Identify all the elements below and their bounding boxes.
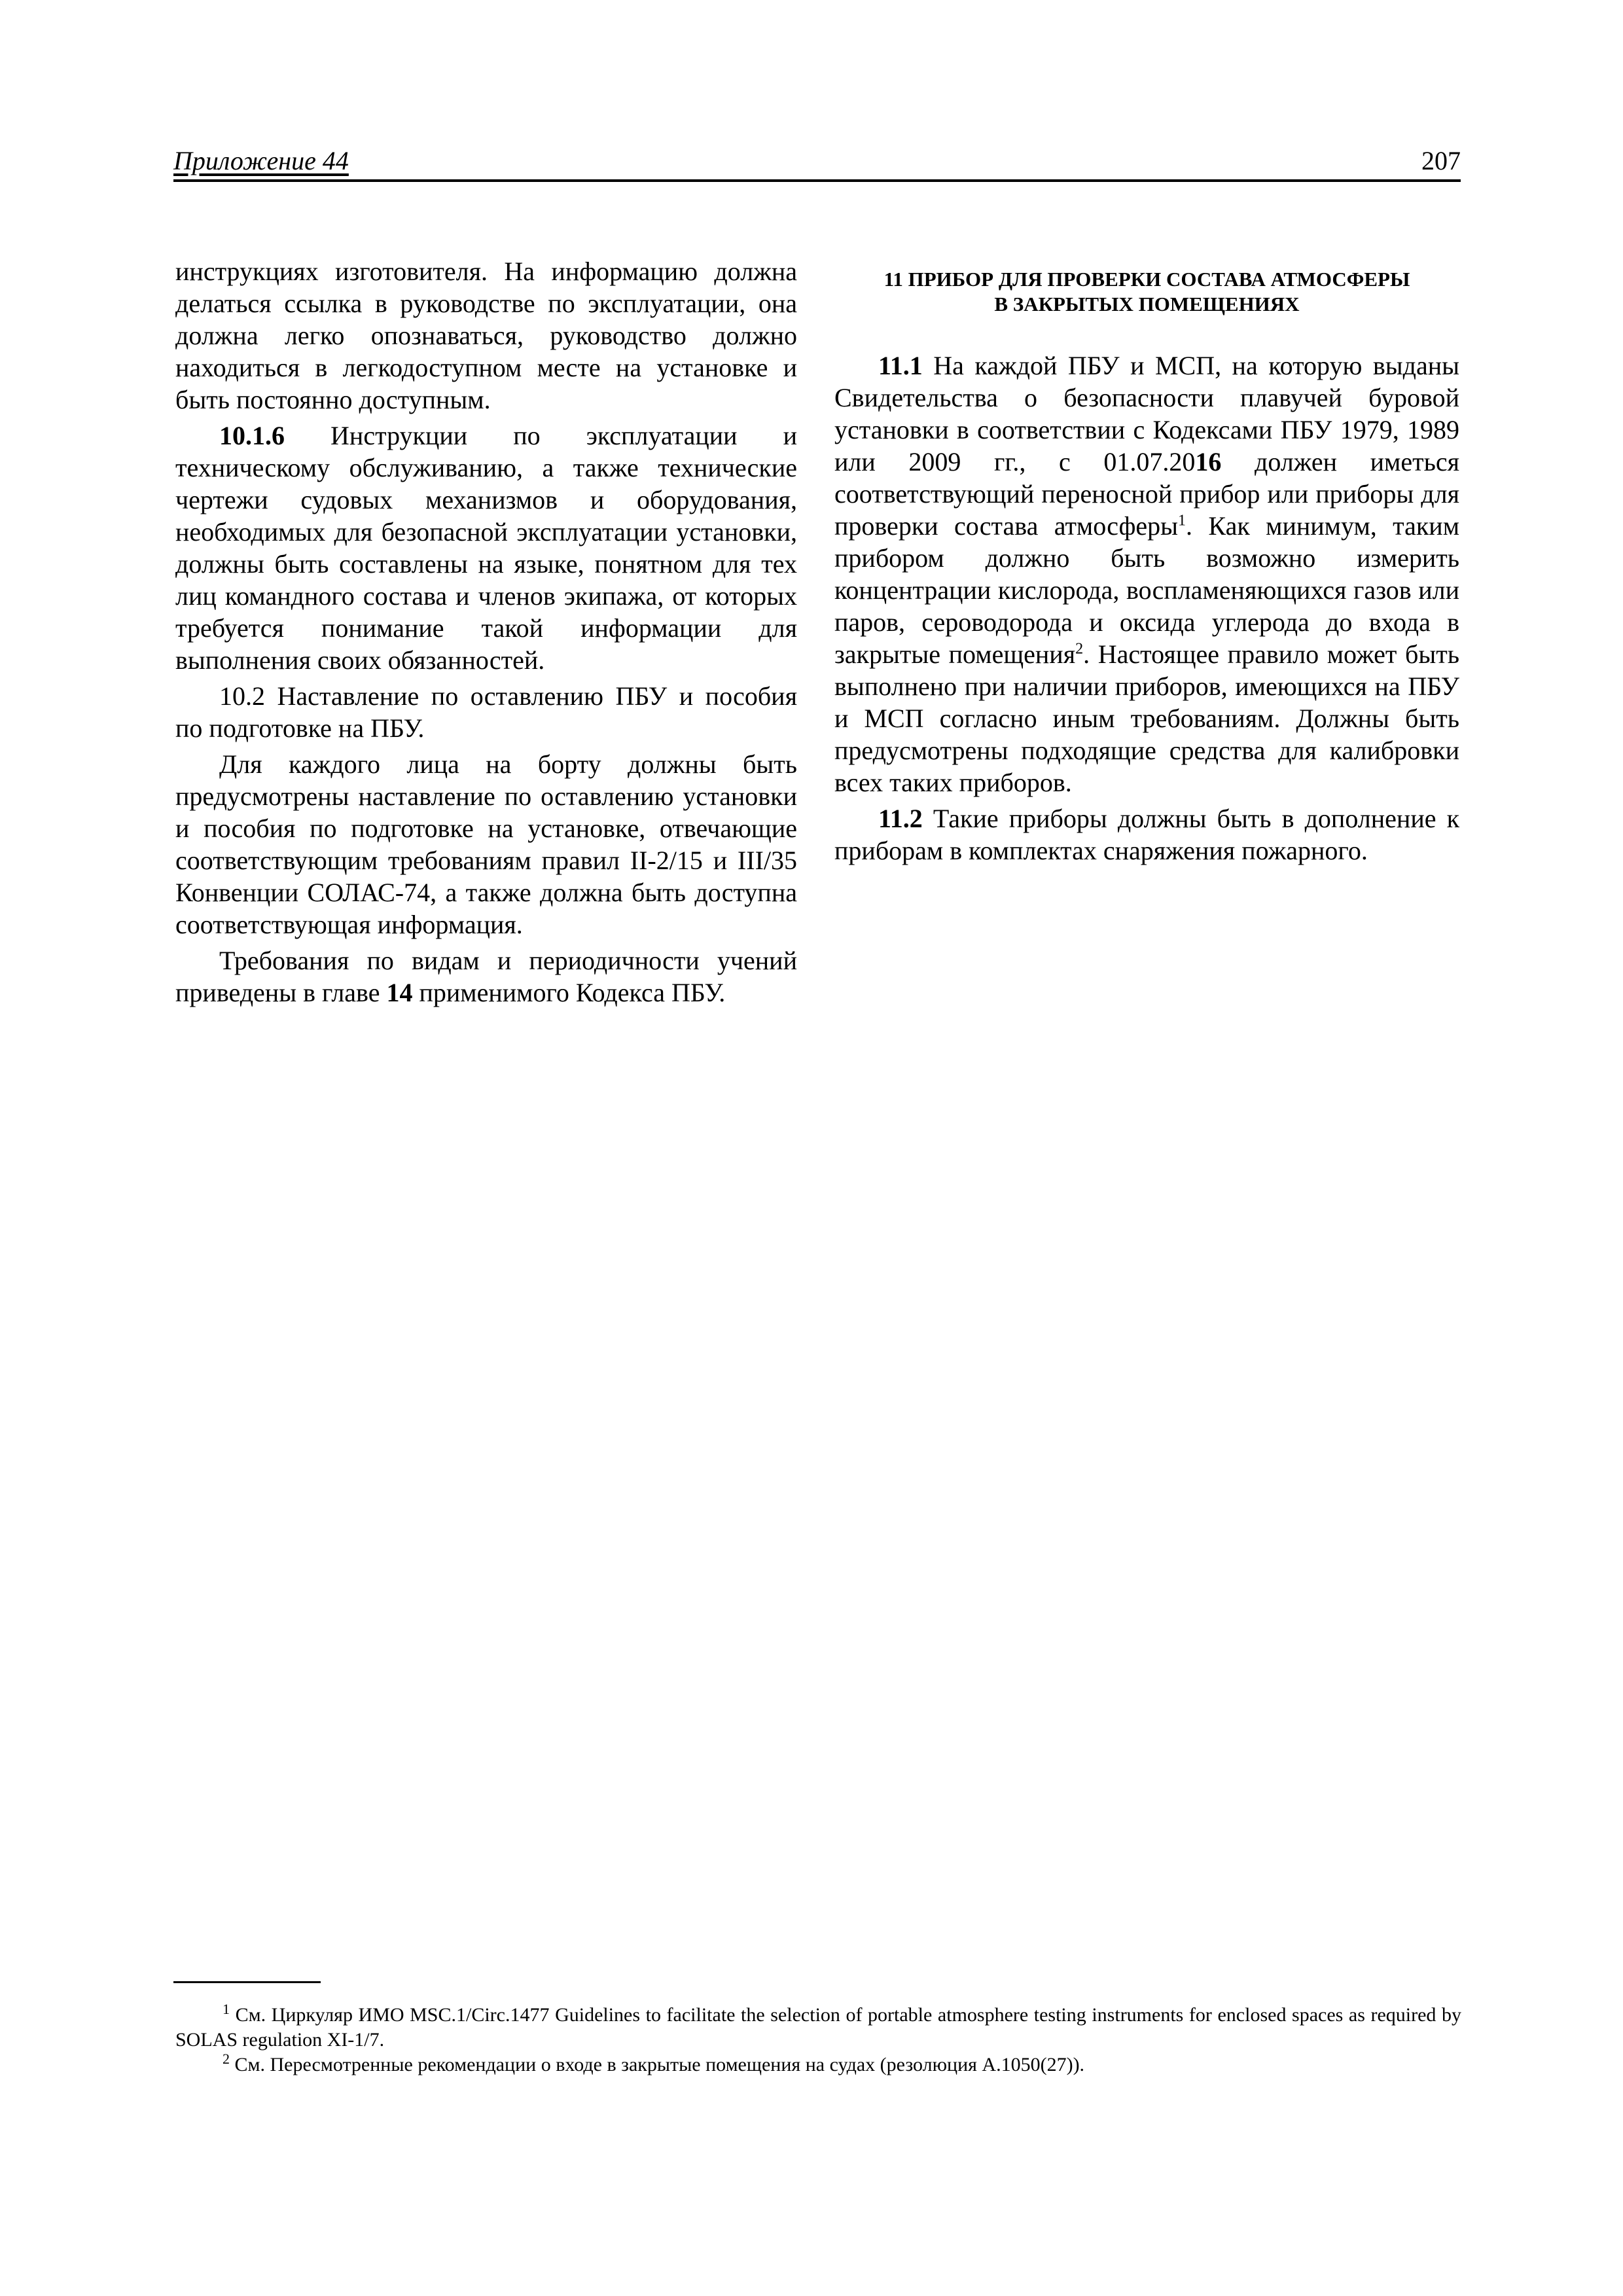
footnote-mark: 1	[223, 2001, 230, 2017]
paragraph-manuals: Для каждого лица на борту должны быть предусмотрены наставление по оставлению установки и пособия по подготовке на установке, отвечающие соответствующим требованиям правил II-2/15 и III/35 Конвенции СОЛАС-74, а также должна быть доступна соответствующая информация.	[175, 749, 797, 939]
page-header	[173, 140, 1461, 182]
footnote-ref[interactable]: 2	[1075, 640, 1084, 658]
paragraph-11-2	[834, 802, 1459, 867]
year-fragment: 16	[1195, 447, 1222, 476]
clause-number: 10.1.6	[219, 421, 285, 450]
chapter-number: 14	[386, 978, 413, 1007]
footnote-text: См. Циркуляр ИМО MSC.1/Circ.1477 Guidelines to facilitate the selection of portable atmosphere testing instruments for enclosed spaces as required by SOLAS regulation XI-1/7.	[175, 2004, 1461, 2051]
clause-number: 11.1	[878, 351, 923, 380]
paragraph-drills	[175, 944, 797, 1009]
section-heading-line: В ЗАКРЫТЫХ ПОМЕЩЕНИЯХ	[994, 293, 1300, 315]
paragraph-text: На каждой ПБУ и МСП, на которую выданы Свидетельства о безопасности плавучей буровой установки в соответствии с Кодексами ПБУ 1979, 1989 или 2009 гг., с 01.07.20	[834, 351, 1459, 476]
footnote-2	[175, 2053, 1461, 2077]
paragraph-text: применимого Кодекса ПБУ.	[412, 978, 726, 1007]
clause-number: 11.2	[878, 804, 923, 833]
appendix-title: Приложение 44	[173, 146, 349, 175]
paragraph-11-1	[834, 350, 1459, 798]
paragraph-continuation: инструкциях изготовителя. На информацию должна делаться ссылка в руководстве по эксплуатации, она должна легко опознаваться, руководство должно находиться в легкодоступном месте на установке и быть постоянно доступным.	[175, 257, 797, 414]
footnotes	[175, 2003, 1461, 2077]
section-heading	[834, 267, 1459, 317]
paragraph-text: должен иметься соответствующий переносной прибор или приборы для проверки состава атмосферы	[834, 447, 1460, 541]
footnote-text: См. Пересмотренные рекомендации о входе в закрытые помещения на судах (резолюция А.1050(27)).	[230, 2054, 1085, 2075]
footnote-divider	[173, 1981, 321, 1983]
paragraph-text: . Настоящее правило может быть выполнено при наличии приборов, имеющихся на ПБУ и МСП согласно иным требованиям. Должны быть предусмотрены подходящие средства для калибровки всех таких приборов.	[834, 639, 1459, 797]
paragraph-10-1-6	[175, 420, 797, 676]
section-heading-line: 11 ПРИБОР ДЛЯ ПРОВЕРКИ СОСТАВА АТМОСФЕРЫ	[883, 268, 1410, 291]
right-column	[834, 255, 1459, 870]
left-column	[175, 255, 797, 1013]
page-number: 207	[1421, 146, 1461, 175]
paragraph-text: Инструкции по эксплуатации и техническому обслуживанию, а также технические чертежи судовых механизмов и оборудования, необходимых для безопасной эксплуатации установки, должны быть составлены на языке, понятном для тех лиц командного состава и членов экипажа, от которых требуется понимание такой информации для выполнения своих обязанностей.	[175, 421, 797, 675]
paragraph-text: Требования по видам и периодичности учений приведены в главе	[175, 946, 797, 1007]
footnote-mark: 2	[223, 2051, 230, 2067]
footnote-ref[interactable]: 1	[1178, 512, 1186, 529]
paragraph-text: Такие приборы должны быть в дополнение к приборам в комплектах снаряжения пожарного.	[834, 804, 1459, 865]
paragraph-text: . Как минимум, таким прибором должно быть возможно измерить концентрации кислорода, воспламеняющихся газов или паров, сероводорода и оксида углерода до входа в закрытые помещения	[834, 511, 1460, 669]
footnote-1	[175, 2003, 1461, 2053]
paragraph-10-2: 10.2 Наставление по оставлению ПБУ и пособия по подготовке на ПБУ.	[175, 681, 797, 743]
